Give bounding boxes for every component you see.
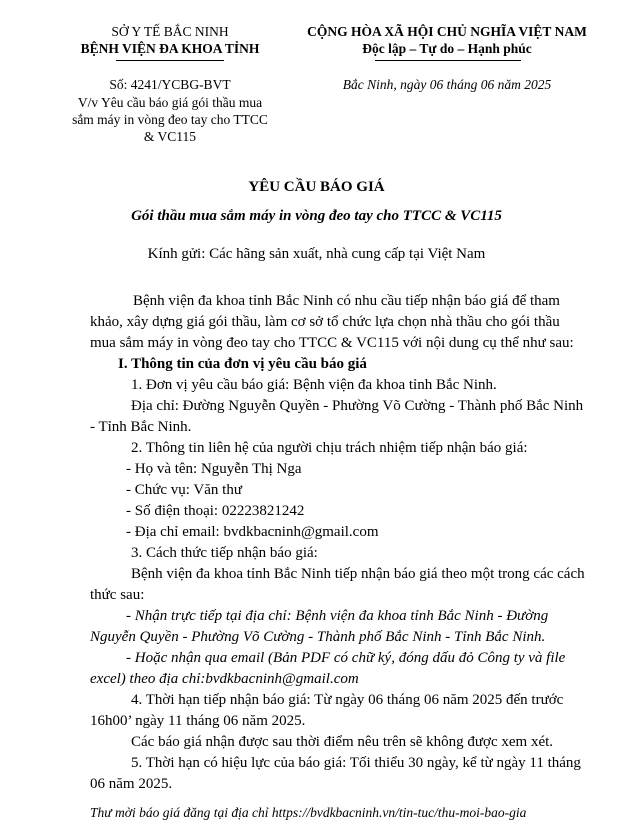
direct-delivery-line-1: - Nhận trực tiếp tại địa chỉ: Bệnh viện đa khoa tỉnh Bắc Ninh - Đường — [126, 608, 549, 624]
item-4-line-1: 4. Thời hạn tiếp nhận báo giá: Từ ngày 06 tháng 06 năm 2025 đến trước — [131, 692, 564, 708]
item-5-line-2: 06 năm 2025. — [90, 776, 173, 792]
section-1-heading: I. Thông tin của đơn vị yêu cầu báo giá — [118, 356, 367, 372]
intro-line-2: khảo, xây dựng giá gói thầu, làm cơ sở tổ chức lựa chọn nhà thầu cho gói thầu — [90, 314, 560, 330]
contact-email: - Địa chỉ email: bvdkbacninh@gmail.com — [126, 524, 379, 540]
header-right-underline — [375, 60, 521, 61]
subject-line-1: V/v Yêu cầu báo giá gói thầu mua — [77, 95, 263, 110]
footer-note: Thư mời báo giá đăng tại địa chỉ https://bvdkbacninh.vn/tin-tuc/thu-moi-bao-gia — [90, 805, 527, 820]
document-date: Bắc Ninh, ngày 06 tháng 06 năm 2025 — [342, 77, 552, 92]
recipient-line: Kính gửi: Các hãng sản xuất, nhà cung cấp tại Việt Nam — [147, 246, 486, 262]
email-delivery-line-1: - Hoặc nhận qua email (Bản PDF có chữ ký, đóng dấu đỏ Công ty và file — [126, 650, 566, 666]
document-number: Số: 4241/YCBG-BVT — [109, 77, 231, 92]
item-5-line-1: 5. Thời hạn có hiệu lực của báo giá: Tối thiểu 30 ngày, kể từ ngày 11 tháng — [131, 755, 581, 771]
document-title: YÊU CẦU BÁO GIÁ — [248, 179, 385, 195]
national-motto: Độc lập – Tự do – Hạnh phúc — [362, 41, 532, 56]
email-delivery-line-2: excel) theo địa chỉ:bvdkbacninh@gmail.com — [90, 671, 359, 687]
contact-position: - Chức vụ: Văn thư — [126, 482, 242, 498]
intro-line-3: mua sắm máy in vòng đeo tay cho TTCC & VC115 với nội dung cụ thể như sau: — [90, 335, 574, 351]
item-2: 2. Thông tin liên hệ của người chịu trách nhiệm tiếp nhận báo giá: — [131, 440, 528, 456]
method-line-1: Bệnh viện đa khoa tỉnh Bắc Ninh tiếp nhận báo giá theo một trong các cách — [131, 566, 585, 582]
direct-delivery-line-2: Nguyễn Quyền - Phường Võ Cường - Thành phố Bắc Ninh - Tỉnh Bắc Ninh. — [90, 629, 546, 645]
document-subtitle: Gói thầu mua sắm máy in vòng đeo tay cho TTCC & VC115 — [131, 208, 502, 224]
late-submission-note: Các báo giá nhận được sau thời điểm nêu trên sẽ không được xem xét. — [131, 734, 554, 750]
item-4-line-2: 16h00’ ngày 11 tháng 06 năm 2025. — [90, 713, 306, 729]
header-left-underline — [116, 60, 224, 61]
address-line-1: Địa chỉ: Đường Nguyễn Quyền - Phường Võ Cường - Thành phố Bắc Ninh — [131, 398, 584, 414]
subject-line-2: sắm máy in vòng đeo tay cho TTCC — [72, 112, 268, 127]
method-line-2: thức sau: — [90, 587, 145, 603]
subject-line-3: & VC115 — [143, 129, 197, 144]
item-3: 3. Cách thức tiếp nhận báo giá: — [131, 545, 318, 561]
address-line-2: - Tỉnh Bắc Ninh. — [90, 419, 192, 435]
contact-name: - Họ và tên: Nguyễn Thị Nga — [126, 461, 302, 477]
department-name: SỞ Y TẾ BẮC NINH — [111, 24, 229, 39]
item-1: 1. Đơn vị yêu cầu báo giá: Bệnh viện đa khoa tỉnh Bắc Ninh. — [131, 377, 497, 393]
hospital-name: BỆNH VIỆN ĐA KHOA TỈNH — [80, 41, 260, 56]
country-name: CỘNG HÒA XÃ HỘI CHỦ NGHĨA VIỆT NAM — [307, 24, 587, 39]
intro-line-1: Bệnh viện đa khoa tỉnh Bắc Ninh có nhu cầu tiếp nhận báo giá để tham — [133, 293, 560, 309]
contact-phone: - Số điện thoại: 02223821242 — [126, 503, 305, 519]
